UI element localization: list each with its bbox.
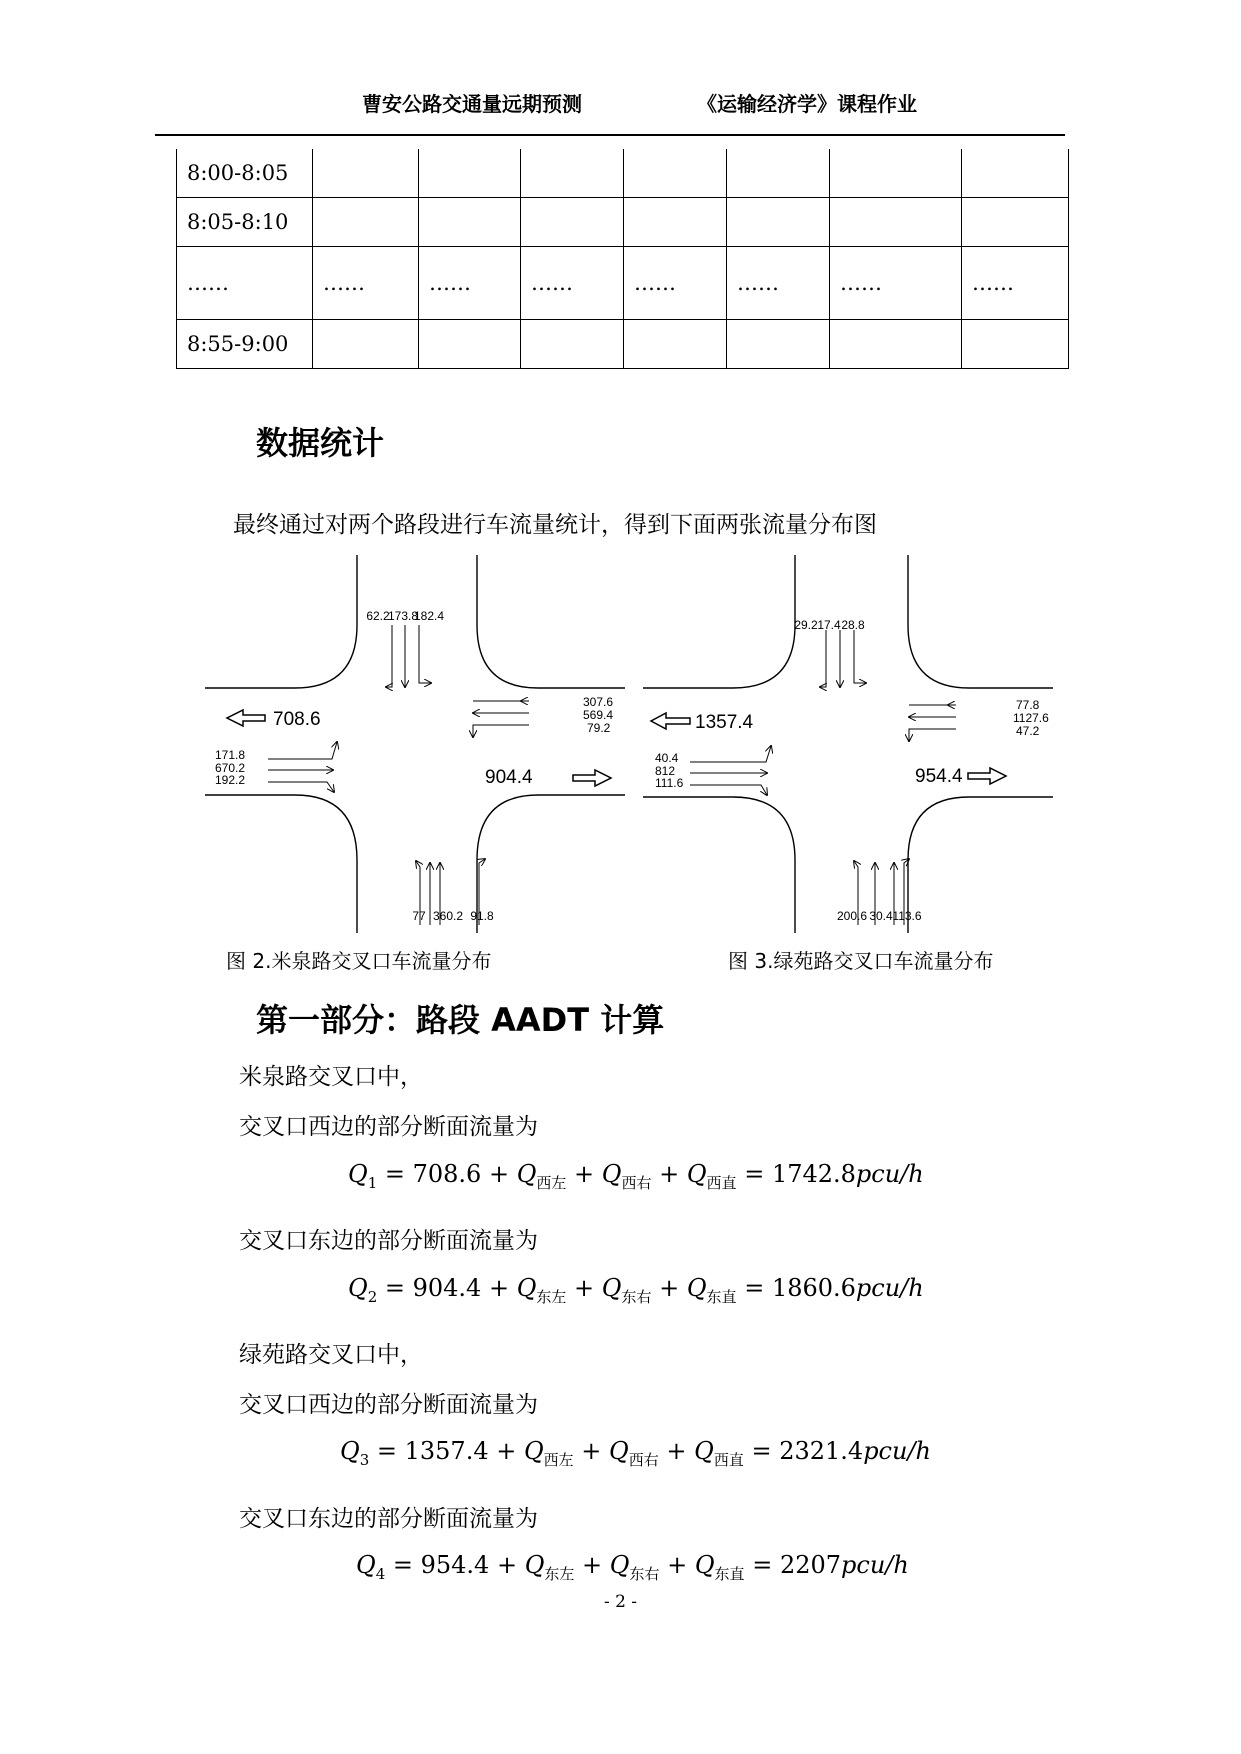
empty-cell: [521, 149, 624, 198]
figure1-caption: 图 2.米泉路交叉口车流量分布: [226, 949, 492, 973]
f2-north-1: 17.4: [817, 618, 841, 632]
time-cell: 8:00-8:05: [177, 149, 313, 198]
f2-east-out: 954.4: [915, 766, 963, 787]
ellipsis-cell: ……: [727, 247, 830, 320]
figure2-caption: 图 3.绿苑路交叉口车流量分布: [728, 949, 994, 973]
header-rule: [155, 134, 1065, 136]
empty-cell: [727, 198, 830, 247]
section-heading-aadt: 第一部分：路段 AADT 计算: [256, 1001, 665, 1039]
empty-cell: [830, 149, 962, 198]
empty-cell: [313, 198, 419, 247]
f1-west-out: 708.6: [273, 709, 321, 730]
east-outflow-arrow: [573, 770, 611, 786]
east-outflow-arrow: [968, 768, 1006, 784]
text-line-1: 米泉路交叉口中，: [239, 1064, 423, 1090]
empty-cell: [962, 198, 1069, 247]
table-row: [177, 320, 1069, 369]
empty-cell: [624, 198, 727, 247]
empty-cell: [830, 320, 962, 369]
f2-north-2: 28.8: [841, 618, 865, 632]
f2-west-out: 1357.4: [695, 712, 754, 733]
empty-cell: [962, 149, 1069, 198]
empty-cell: [727, 149, 830, 198]
f2-west-in-1: 812: [655, 764, 676, 778]
empty-cell: [830, 198, 962, 247]
f1-east-out: 904.4: [485, 767, 533, 788]
f1-south-2: 91.8: [470, 909, 494, 923]
header-right: 《运输经济学》课程作业: [697, 92, 917, 116]
ellipsis-cell: ……: [624, 247, 727, 320]
equation-q4: $Q_4 = 954.4 + Q_{东左} + Q_{东右} + Q_{东直} = 2207pcu/h$: [356, 1551, 909, 1583]
time-cell: 8:05-8:10: [177, 198, 313, 247]
f1-west-in-0: 171.8: [215, 748, 246, 762]
ellipsis-cell: ……: [313, 247, 419, 320]
ellipsis-cell: ……: [830, 247, 962, 320]
empty-cell: [313, 149, 419, 198]
f2-south-0: 200.6: [836, 909, 868, 923]
equation-q2: $Q_2 = 904.4 + Q_{东左} + Q_{东右} + Q_{东直} = 1860.6pcu/h$: [348, 1274, 924, 1306]
empty-cell: [419, 320, 521, 369]
table-row: [177, 198, 1069, 247]
intersection-diagram-miquan: [205, 555, 630, 935]
f1-west-in-2: 192.2: [215, 773, 246, 787]
f2-east-in-1: 1127.6: [1013, 711, 1049, 725]
f2-south-1: 30.4: [869, 909, 893, 923]
f2-west-in-2: 111.6: [655, 776, 684, 790]
table-row: [177, 247, 1069, 320]
text-line-4: 绿苑路交叉口中，: [239, 1342, 423, 1368]
f2-east-in-0: 77.8: [1016, 698, 1040, 712]
stats-paragraph: 最终通过对两个路段进行车流量统计，得到下面两张流量分布图: [233, 512, 877, 538]
section-heading-stats: 数据统计: [256, 424, 385, 462]
f1-south-0: 77: [412, 909, 426, 923]
ellipsis-cell: ……: [419, 247, 521, 320]
f2-north-0: 29.2: [794, 618, 818, 632]
ellipsis-cell: ……: [521, 247, 624, 320]
time-table: [176, 149, 1069, 369]
text-line-3: 交叉口东边的部分断面流量为: [239, 1228, 538, 1254]
empty-cell: [624, 149, 727, 198]
f1-north-2: 182.4: [413, 609, 445, 623]
f1-east-in-0: 307.6: [583, 695, 614, 709]
f1-south-1: 360.2: [432, 909, 464, 923]
ellipsis-cell: ……: [962, 247, 1069, 320]
header-left: 曹安公路交通量远期预测: [362, 92, 582, 116]
f1-north-0: 62.2: [366, 609, 390, 623]
empty-cell: [962, 320, 1069, 369]
f1-east-in-2: 79.2: [587, 721, 611, 735]
page-number: - 2 -: [603, 1592, 638, 1612]
empty-cell: [419, 198, 521, 247]
f1-north-1: 173.8: [387, 609, 419, 623]
f1-west-in-1: 670.2: [215, 761, 246, 775]
empty-cell: [313, 320, 419, 369]
f2-east-in-2: 47.2: [1016, 724, 1040, 738]
empty-cell: [521, 198, 624, 247]
f2-south-2: 113.6: [892, 909, 922, 923]
text-line-2: 交叉口西边的部分断面流量为: [239, 1114, 538, 1140]
table-row: [177, 149, 1069, 198]
equation-q1: $Q_1 = 708.6 + Q_{西左} + Q_{西右} + Q_{西直} = 1742.8pcu/h$: [348, 1160, 924, 1192]
f1-east-in-1: 569.4: [583, 708, 614, 722]
west-outflow-arrow: [227, 710, 265, 726]
text-line-6: 交叉口东边的部分断面流量为: [239, 1506, 538, 1532]
empty-cell: [419, 149, 521, 198]
empty-cell: [521, 320, 624, 369]
empty-cell: [624, 320, 727, 369]
f2-west-in-0: 40.4: [655, 751, 679, 765]
empty-cell: [727, 320, 830, 369]
text-line-5: 交叉口西边的部分断面流量为: [239, 1392, 538, 1418]
time-cell: ……: [177, 247, 313, 320]
west-outflow-arrow: [651, 713, 690, 729]
intersection-diagram-lvyuan: [643, 555, 1068, 935]
equation-q3: $Q_3 = 1357.4 + Q_{西左} + Q_{西右} + Q_{西直} = 2321.4pcu/h$: [340, 1437, 931, 1469]
time-cell: 8:55-9:00: [177, 320, 313, 369]
